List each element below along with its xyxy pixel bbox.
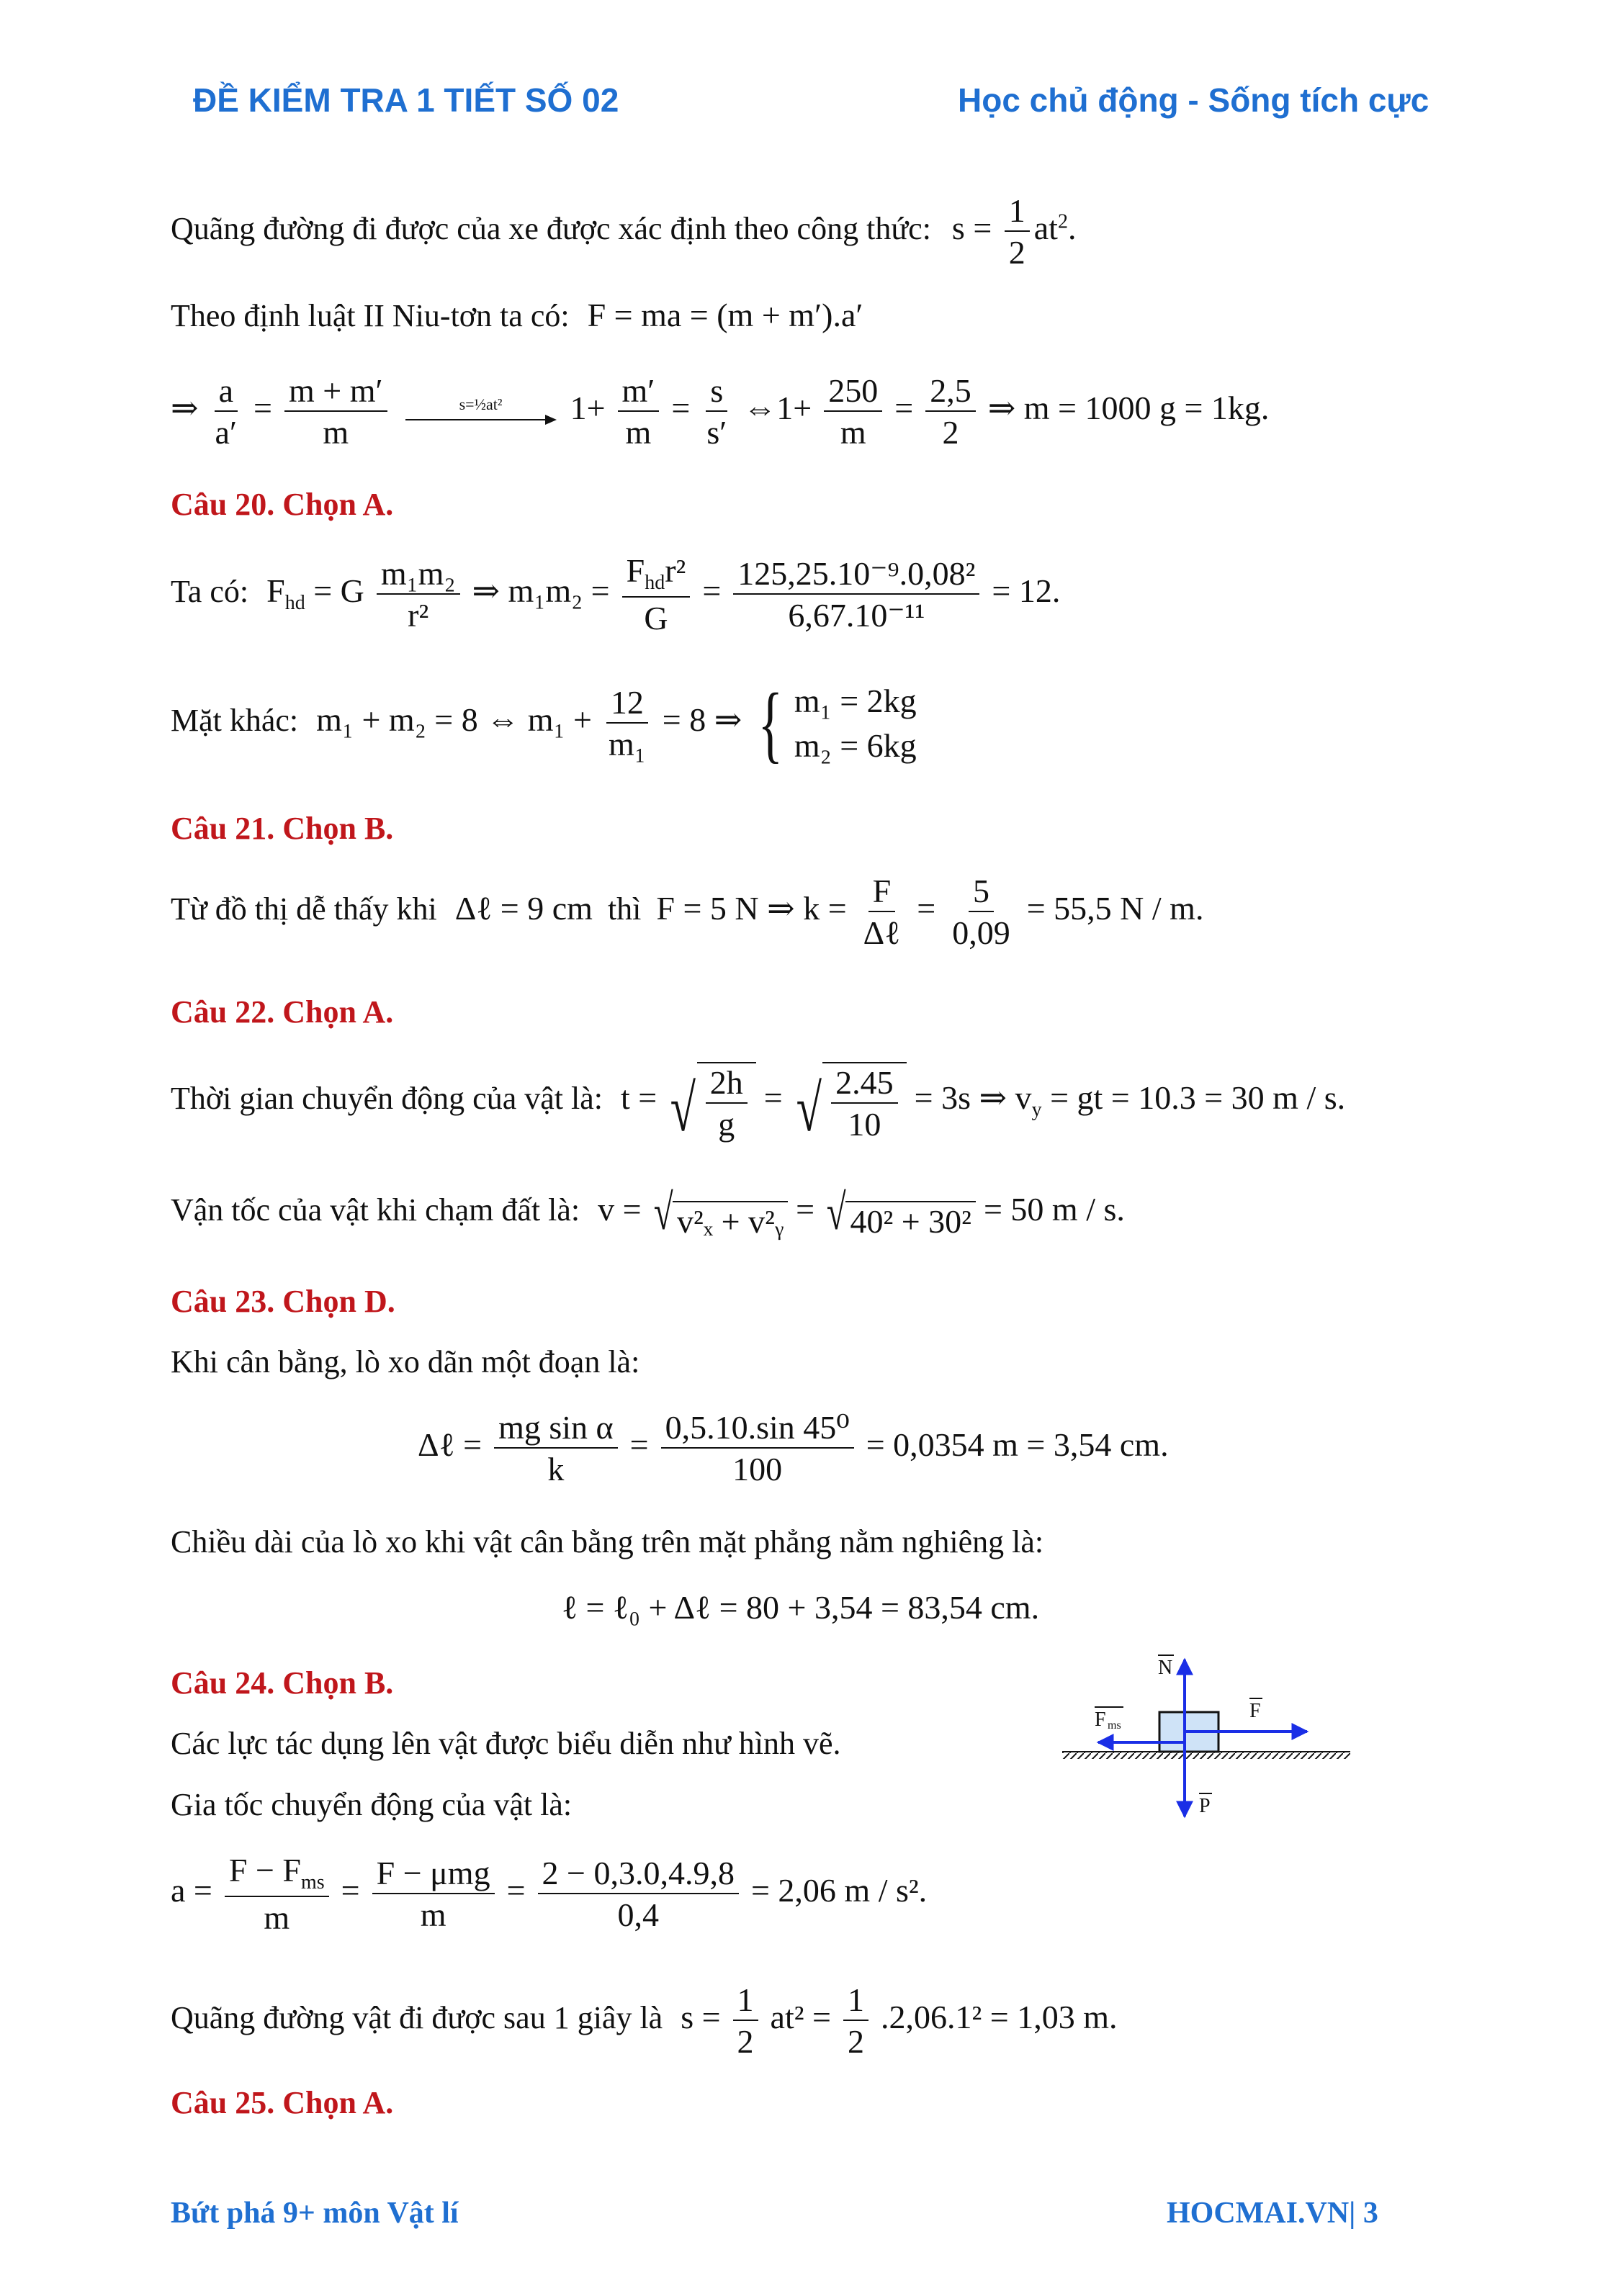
denominator: k <box>547 1451 565 1487</box>
numerator: 2h <box>706 1066 748 1104</box>
math: = 55,5 N / m. <box>1026 890 1204 927</box>
label-N: N <box>1158 1657 1173 1679</box>
denominator: Δℓ <box>863 914 901 951</box>
fraction <box>661 1411 854 1486</box>
square-root: √ 40² + 30² <box>822 1188 976 1238</box>
fraction <box>948 875 1015 950</box>
numerator: a <box>215 374 238 412</box>
square-root: √ $\frac{2h}{g}$ <box>665 1062 756 1141</box>
numerator: 2,5 <box>925 374 976 412</box>
eq: = <box>796 1191 815 1228</box>
system-row: m₂ = 6kg <box>794 727 917 764</box>
fraction <box>494 1411 618 1486</box>
question-23-heading: Câu 23. Chọn D. <box>171 1284 395 1319</box>
math: ⇔1+ <box>743 390 812 427</box>
numerator: F − μmg <box>372 1857 495 1894</box>
label-F: F <box>1249 1700 1261 1722</box>
numerator: m + m′ <box>284 374 387 412</box>
label-Fms-sub: ms <box>1108 1719 1121 1732</box>
numerator: 2 − 0,3.0,4.9,8 <box>538 1857 739 1894</box>
math: ⇒ m₁m₂ = <box>472 572 610 610</box>
math: Δℓ = 9 cm <box>454 890 593 927</box>
text: Vận tốc của vật khi chạm đất là: <box>171 1192 580 1228</box>
line-q21 <box>171 875 1203 950</box>
line-q24-distance <box>171 1981 1118 2060</box>
system-row: m₁ = 2kg <box>794 683 917 719</box>
math: a = <box>171 1872 212 1909</box>
square-root: √ $\frac{2.45}{10}$ <box>791 1062 907 1141</box>
numerator: 250 <box>824 374 882 412</box>
eq: = <box>702 572 722 610</box>
line-newton-law <box>171 299 863 332</box>
fraction <box>211 374 241 449</box>
fraction <box>604 686 650 761</box>
math: = 50 m / s. <box>983 1191 1125 1228</box>
numerator: 2.45 <box>831 1066 898 1104</box>
line-q20-gravity <box>171 554 1060 635</box>
eq: = <box>629 1426 649 1464</box>
text: thì <box>607 891 642 927</box>
sub: ms <box>300 1871 325 1894</box>
label-P: P <box>1199 1795 1211 1817</box>
math: F = ma = (m + m′).a′ <box>587 297 863 333</box>
math: = gt = 10.3 = 30 m / s. <box>1041 1079 1346 1117</box>
label-Fms: F <box>1095 1709 1106 1731</box>
denominator: 2 <box>847 2023 864 2060</box>
footer-left: Bứt phá 9+ môn Vật lí <box>171 2197 459 2230</box>
line-ratio-derivation <box>171 374 1269 449</box>
fraction <box>225 1854 329 1935</box>
fraction <box>733 557 979 632</box>
line-q24-forces: Các lực tác dụng lên vật được biểu diễn như hình vẽ. <box>171 1726 841 1761</box>
fraction <box>925 374 976 449</box>
fraction <box>377 557 460 632</box>
sub: y <box>1031 1098 1042 1121</box>
text: Quãng đường đi được của xe được xác định theo công thức: <box>171 211 931 247</box>
math: at² = <box>770 1999 831 2036</box>
numerator: F − F <box>228 1852 301 1888</box>
text: Ta có: <box>171 574 249 610</box>
line-q23-extension <box>418 1411 1169 1486</box>
right-arrow-icon <box>405 413 557 427</box>
text: Mặt khác: <box>171 703 299 739</box>
numerator: 0,5.10.sin 45⁰ <box>661 1411 854 1449</box>
footer-right: HOCMAI.VN| 3 <box>1167 2197 1378 2230</box>
math: F <box>266 572 285 610</box>
line-q24-acceleration <box>171 1854 927 1935</box>
line-q23-intro: Khi cân bằng, lò xo dãn một đoạn là: <box>171 1344 640 1379</box>
math: = G <box>305 572 364 610</box>
fraction <box>859 875 905 950</box>
math: = 2,06 m / s². <box>750 1872 928 1909</box>
text: Từ đồ thị dễ thấy khi <box>171 891 437 927</box>
line-distance-formula <box>171 194 1076 269</box>
denominator: 6,67.10⁻¹¹ <box>788 597 925 634</box>
line-q22-velocity <box>171 1185 1125 1241</box>
question-20-heading: Câu 20. Chọn A. <box>171 487 394 522</box>
denominator: m <box>840 414 866 451</box>
fraction <box>702 374 731 449</box>
denominator: m <box>323 414 349 451</box>
denominator: 2 <box>942 414 959 451</box>
question-21-heading: Câu 21. Chọn B. <box>171 811 394 846</box>
square-root: √ v²ₓ + v²ᵧ <box>650 1188 788 1238</box>
eq: = <box>671 390 691 427</box>
fraction <box>372 1857 495 1932</box>
implies: ⇒ <box>171 390 199 427</box>
eq: = <box>917 890 936 927</box>
math: t = <box>620 1079 657 1117</box>
fraction <box>284 374 387 449</box>
eq: = <box>763 1079 783 1117</box>
text: Thời gian chuyển động của vật là: <box>171 1081 603 1117</box>
question-22-heading: Câu 22. Chọn A. <box>171 994 394 1030</box>
fraction <box>618 374 660 449</box>
denominator: r² <box>408 597 429 634</box>
sub: hd <box>645 572 665 595</box>
denominator: a′ <box>215 414 238 451</box>
line-q20-system <box>171 675 917 771</box>
numerator-tail: r² <box>665 552 686 589</box>
denominator: 0,4 <box>617 1896 659 1934</box>
fraction <box>824 374 882 449</box>
numerator: mg sin α <box>494 1411 618 1449</box>
fraction <box>843 1981 868 2060</box>
fraction <box>538 1857 739 1932</box>
fraction <box>1005 194 1030 269</box>
math: ⇒ m = 1000 g = 1kg. <box>987 390 1270 427</box>
math: = 12. <box>992 572 1061 610</box>
math: s = <box>951 210 1000 247</box>
math: = 8 ⇒ <box>662 701 742 739</box>
numerator: 12 <box>606 686 648 724</box>
fraction <box>622 554 691 635</box>
denominator: s′ <box>706 414 727 451</box>
fraction <box>733 1981 758 2060</box>
math: . <box>1067 210 1077 247</box>
denominator: m₁ <box>608 726 646 762</box>
radicand: v²ₓ + v²ᵧ <box>673 1201 788 1238</box>
numerator: F <box>626 552 645 589</box>
line-q24-accel-intro: Gia tốc chuyển động của vật là: <box>171 1787 573 1822</box>
brace: { <box>758 675 784 771</box>
sub: hd <box>284 591 305 614</box>
math: .2,06.1² = 1,03 m. <box>880 1999 1118 2036</box>
line-q22-time <box>171 1062 1346 1145</box>
line-q23-length: ℓ = ℓ₀ + Δℓ = 80 + 3,54 = 83,54 cm. <box>562 1589 1040 1626</box>
denominator: G <box>644 600 668 637</box>
eq: = <box>341 1872 360 1909</box>
math: v = <box>598 1191 642 1228</box>
numerator: 5 <box>969 875 994 912</box>
equation-system <box>750 675 917 771</box>
denominator: m <box>625 414 652 451</box>
denominator: 100 <box>732 1451 783 1487</box>
sup: 2 <box>1057 210 1068 233</box>
arrow-label: s=½at² <box>459 395 503 413</box>
eq: = <box>253 390 272 427</box>
denominator: 10 <box>848 1106 881 1143</box>
math: F = 5 N ⇒ k = <box>656 890 847 927</box>
math: 1+ <box>570 390 606 427</box>
header-right-title: Học chủ động - Sống tích cực <box>958 81 1429 119</box>
question-25-heading: Câu 25. Chọn A. <box>171 2085 394 2120</box>
math: m₁ + m₂ = 8 ⇔ m₁ + <box>316 701 592 739</box>
labeled-arrow <box>405 397 557 427</box>
denominator: g <box>718 1106 735 1143</box>
text: Theo định luật II Niu-tơn ta có: <box>171 298 570 333</box>
eq: = <box>506 1872 526 1909</box>
question-24-heading: Câu 24. Chọn B. <box>171 1665 394 1701</box>
numerator: 1 <box>843 1984 868 2021</box>
radicand: 40² + 30² <box>845 1201 976 1238</box>
numerator: m′ <box>618 374 660 412</box>
denominator: m <box>264 1899 290 1937</box>
numerator: F <box>868 875 896 912</box>
math: = 0,0354 m = 3,54 cm. <box>866 1426 1169 1464</box>
numerator: m₁m₂ <box>377 557 460 595</box>
denominator: m <box>420 1896 446 1934</box>
force-diagram <box>1055 1645 1357 1832</box>
text: Quãng đường vật đi được sau 1 giây là <box>171 2000 663 2036</box>
numerator: 1 <box>1005 194 1030 232</box>
math: s = <box>681 1999 721 2036</box>
math: = 3s ⇒ v <box>914 1079 1032 1117</box>
line-q23-length-intro: Chiều dài của lò xo khi vật cân bằng trên mặt phẳng nằm nghiêng là: <box>171 1524 1044 1559</box>
math: at <box>1033 210 1058 247</box>
math: Δℓ = <box>418 1426 482 1464</box>
numerator: 1 <box>733 1984 758 2021</box>
numerator: s <box>706 374 727 412</box>
eq: = <box>894 390 914 427</box>
denominator: 2 <box>1008 234 1025 271</box>
numerator: 125,25.10⁻⁹.0,08² <box>733 557 979 595</box>
denominator: 0,09 <box>952 914 1010 951</box>
header-left-title: ĐỀ KIỂM TRA 1 TIẾT SỐ 02 <box>193 81 619 119</box>
denominator: 2 <box>737 2023 754 2060</box>
